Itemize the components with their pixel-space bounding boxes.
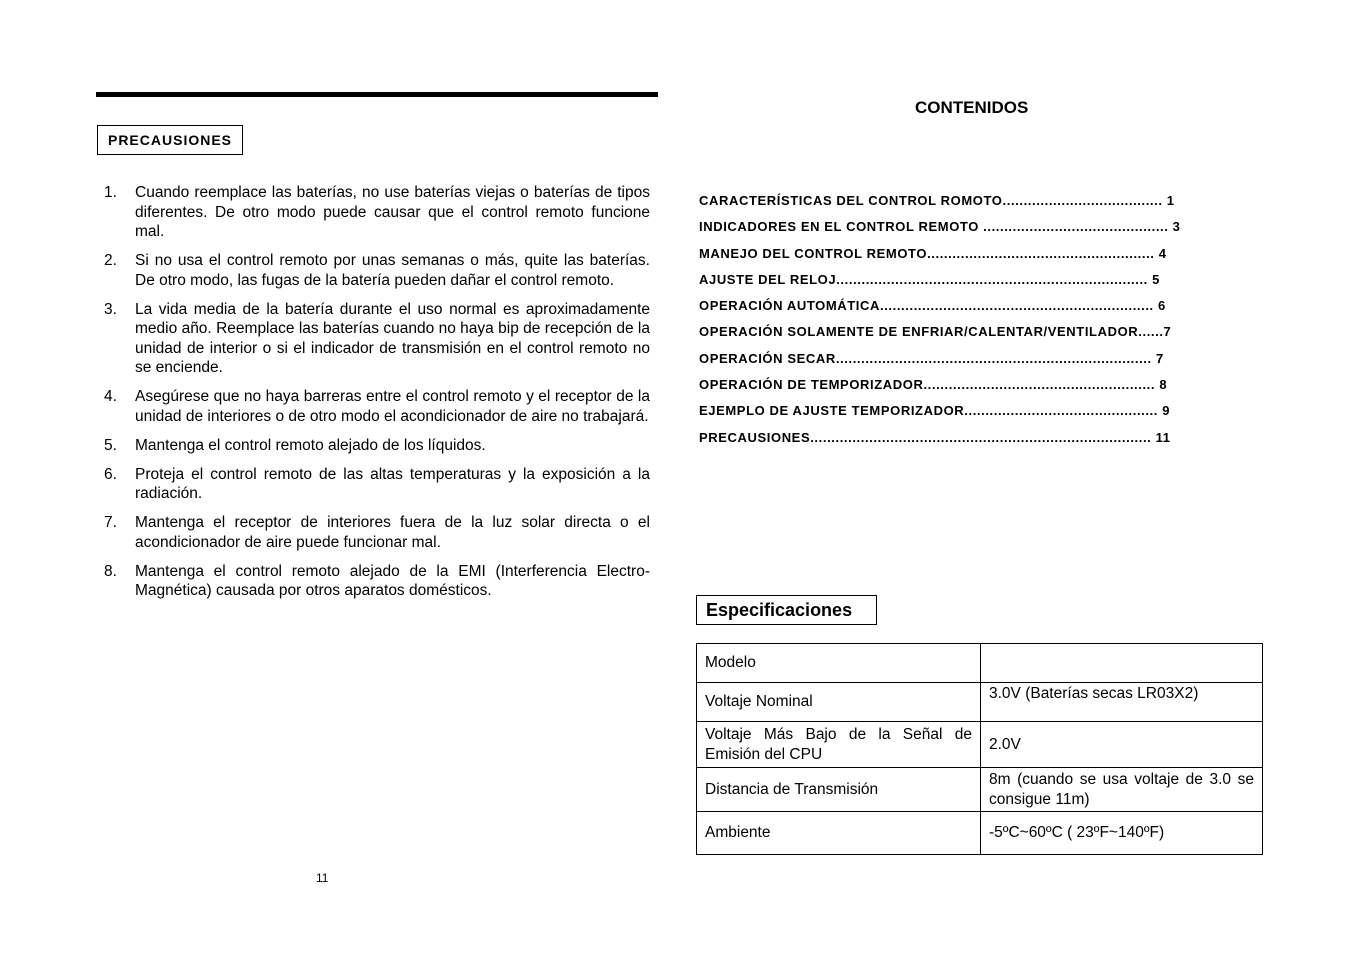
spec-value: 8m (cuando se usa voltaje de 3.0 se consigue 11m) [981,768,1263,812]
spec-label: Ambiente [697,812,981,855]
toc-entry: OPERACIÓN SECAR........................................................................... 7 [699,350,1164,366]
list-item [104,436,650,456]
item-text: Cuando reemplace las baterías, no use baterías viejas o baterías de tipos diferentes. De otro modo puede causar que el control remoto funcione mal. [135,184,650,240]
list-item [104,513,650,552]
table-row [697,768,1263,812]
page-number: 11 [316,871,329,885]
item-number: 2. [104,252,117,269]
spec-label: Modelo [697,644,981,683]
list-item [104,183,650,242]
toc-entry: PRECAUSIONES................................................................................. 11 [699,429,1171,445]
item-number: 6. [104,465,117,483]
toc-entry: MANEJO DEL CONTROL REMOTO...................................................... 4 [699,245,1167,261]
spec-label: Voltaje Nominal [697,683,981,722]
toc-entry: OPERACIÓN SOLAMENTE DE ENFRIAR/CALENTAR/VENTILADOR......7 [699,324,1172,340]
table-row [697,812,1263,855]
toc-entry: OPERACIÓN AUTOMÁTICA................................................................. 6 [699,298,1166,314]
spec-value [981,644,1263,683]
item-number: 5. [104,436,117,454]
table-row [697,722,1263,768]
precautions-heading: PRECAUSIONES [97,125,243,155]
specifications-table [696,643,1263,855]
list-item [104,300,650,378]
toc-entry: EJEMPLO DE AJUSTE TEMPORIZADOR.............................................. 9 [699,403,1171,419]
spec-label: Voltaje Más Bajo de la Señal de Emisión del CPU [697,722,981,768]
precautions-list [104,183,650,610]
toc-entry: CARACTERÍSTICAS DEL CONTROL ROMOTO...................................... 1 [699,193,1175,208]
list-item [104,465,650,504]
spec-value: -5ºC~60ºC ( 23ºF~140ºF) [981,812,1263,855]
specifications-heading: Especificaciones [696,595,877,625]
item-number: 3. [104,300,117,318]
spec-label: Distancia de Transmisión [697,768,981,812]
item-text: Mantenga el control remoto alejado de la EMI (Interferencia Electro-Magnética) causada por otros aparatos domésticos. [135,562,650,599]
top-rule [96,92,658,97]
list-item [104,387,650,426]
list-item [104,251,650,290]
item-number: 8. [104,562,117,580]
list-item [104,562,650,601]
toc-entry: AJUSTE DEL RELOJ.......................................................................... 5 [699,271,1160,287]
item-text: Si no usa el control remoto por unas semanas o más, quite las baterías. De otro modo, las fugas de la batería pueden dañar el control remoto. [135,252,650,289]
item-text: Asegúrese que no haya barreras entre el control remoto y el receptor de la unidad de interiores o de otro modo el acondicionador de aire no trabajará. [135,388,650,425]
table-row [697,683,1263,722]
toc-entry: OPERACIÓN DE TEMPORIZADOR....................................................... 8 [699,377,1168,393]
item-number: 4. [104,388,117,405]
spec-value: 2.0V [981,722,1263,768]
table-of-contents [699,192,1244,455]
item-text: Mantenga el receptor de interiores fuera de la luz solar directa o el acondicionador de aire puede funcionar mal. [135,514,650,551]
item-text: Mantenga el control remoto alejado de los líquidos. [135,436,486,454]
item-text: La vida media de la batería durante el uso normal es aproximadamente medio año. Reemplace las baterías cuando no haya bip de recepción de la unidad de interior o si el indicador de transmisión en el control remoto no se enciende. [135,300,650,376]
toc-entry: INDICADORES EN EL CONTROL REMOTO ............................................ 3 [699,219,1181,235]
item-text: Proteja el control remoto de las altas temperaturas y la exposición a la radiación. [135,465,650,502]
contents-title: CONTENIDOS [915,98,1029,117]
spec-value: 3.0V (Baterías secas LR03X2) [981,683,1263,722]
item-number: 7. [104,514,117,531]
table-row [697,644,1263,683]
item-number: 1. [104,184,117,201]
